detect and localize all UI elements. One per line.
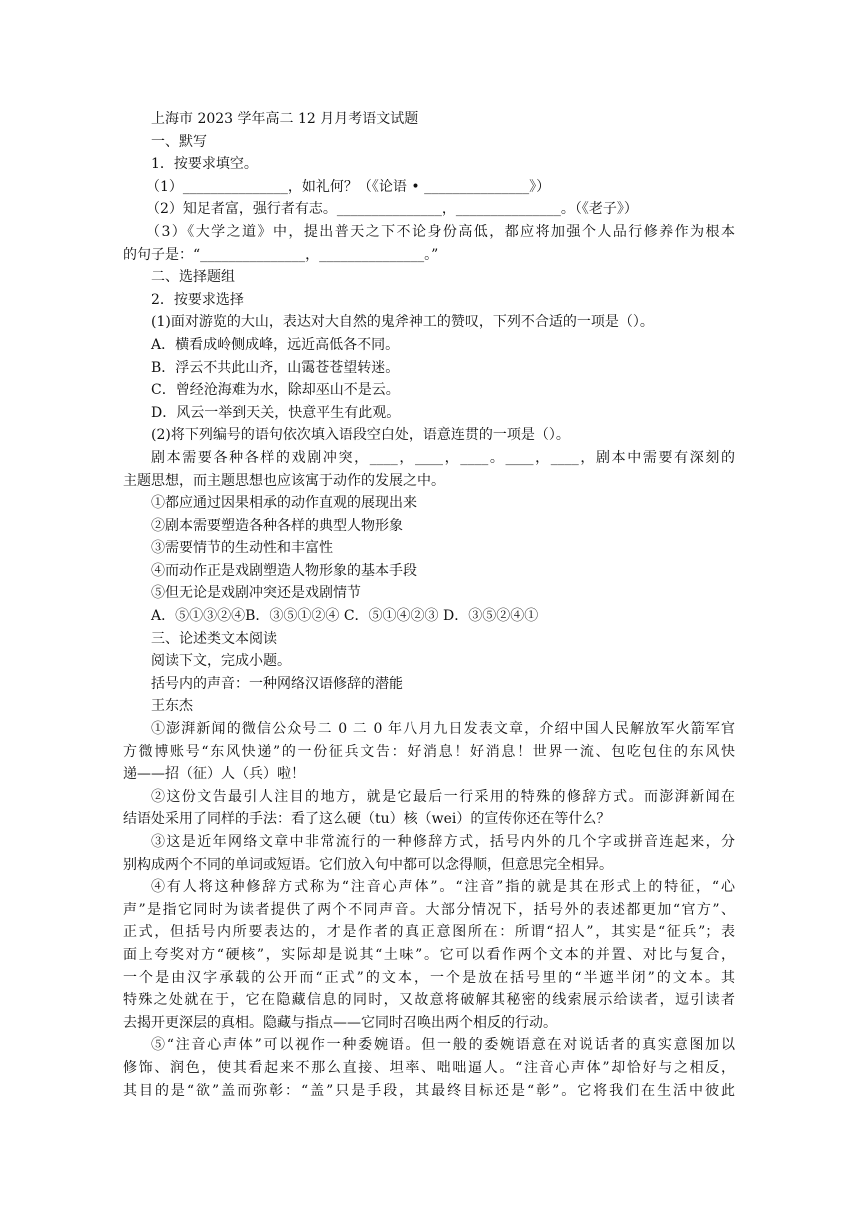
paragraph-line: 递——招（征）人（兵）啦！ [123,766,305,783]
sentence-3: ③需要情节的生动性和丰富性 [151,540,333,557]
paragraph-4 [123,876,735,1034]
paragraph-line: 其目的是“欲”盖而弥彰：“盖”只是手段，其最终目标还是“彰”。它将我们在生活中彼此 [123,1082,735,1099]
paragraph-line: ②这份文告最引人注目的地方，就是它最后一行采用的特殊的修辞方式。而澎湃新闻在 [151,788,735,805]
paragraph-1 [123,718,735,786]
paragraph-line: ③这是近年网络文章中非常流行的一种修辞方式，括号内外的几个字或拼音连起来，分 [151,834,735,850]
subquestion-2: (2)将下列编号的语句依次填入语段空白处，语意连贯的一项是（）。 [151,427,570,444]
fill-item-3-line-1: （3）《大学之道》中，提出普天之下不论身份高低，都应将加强个人品行修养作为根本 [146,223,735,240]
section-heading-2: 二、选择题组 [151,269,235,286]
section-heading-1: 一、默写 [151,133,207,150]
paragraph-line: 声”是指它同时为读者提供了两个不同声音。大部分情况下，括号外的表述都更加“官方”、 [123,901,735,918]
document-body [123,108,735,1102]
paragraph-line: ⑤“注音心声体”可以视作一种委婉语。但一般的委婉语意在对说话者的真实意图加以 [151,1037,735,1054]
option-a: A．横看成岭侧成峰，远近高低各不同。 [151,336,400,353]
paragraph-line: 一个是由汉字承载的公开而“正式”的文本，一个是放在括号里的“半遮半闭”的文本。其 [123,969,735,986]
fill-item-2: （2）知足者富，强行者有志。_______________，_______________。（《老子》） [146,201,638,218]
exam-title: 上海市 2023 学年高二 12 月月考语文试题 [151,111,419,127]
sentence-2: ②剧本需要塑造各种各样的典型人物形象 [151,517,403,534]
paragraph-line: 别构成两个不同的单词或短语。它们放入句中都可以念得顺，但意思完全相异。 [123,856,613,873]
article-author: 王东杰 [151,698,193,715]
paragraph-line: 修饰、润色，使其看起来不那么直接、坦率、咄咄逼人。“注音心声体”却恰好与之相反， [123,1059,735,1076]
fill-item-3-line-2: 的句子是：“_______________，_______________。” [123,246,439,263]
option-c: C．曾经沧海难为水，除却巫山不是云。 [151,382,400,399]
sentence-5: ⑤但无论是戏剧冲突还是戏剧情节 [151,585,361,602]
reading-instruction: 阅读下文，完成小题。 [151,653,291,670]
question-1-prompt: 1．按要求填空。 [151,156,258,173]
sentence-1: ①都应通过因果相承的动作直观的展现出来 [151,495,417,512]
paragraph-line: 面上夸奖对方“硬核”，实际却是说其“土味”。它可以看作两个文本的并置、对比与复合， [123,946,735,963]
paragraph-line: 方微博账号“东风快递”的一份征兵文告：好消息！好消息！世界一流、包吃包住的东风快 [123,743,735,760]
passage-line-1: 剧本需要各种各样的戏剧冲突，____，____，____。____，____，剧本中需要有深刻的 [151,449,735,466]
paragraph-2 [123,786,735,831]
fill-item-1: （1）_______________，如礼何？（《论语 • _______________》） [146,178,551,195]
option-d: D．风云一举到天关，快意平生有此观。 [151,404,401,421]
passage-line-2: 主题思想，而主题思想也应该寓于动作的发展之中。 [123,472,445,489]
paragraph-line: 特殊之处就在于，它在隐藏信息的同时，又故意将破解其秘密的线索展示给读者，逗引读者 [123,992,735,1009]
paragraph-line: 去揭开更深层的真相。隐藏与指点——它同时召唤出两个相反的行动。 [123,1014,557,1031]
subquestion-2-options: A．⑤①③②④B．③⑤①②④ C．⑤①④②③ D．③⑤②④① [151,608,539,625]
paragraph-3 [123,831,735,876]
paragraph-line: ①澎湃新闻的微信公众号二 0 二 0 年八月九日发表文章，介绍中国人民解放军火箭军官 [151,721,735,738]
paragraph-5 [123,1034,735,1102]
sentence-4: ④而动作正是戏剧塑造人物形象的基本手段 [151,562,417,579]
option-b: B．浮云不共此山齐，山霭苍苍望转迷。 [151,359,400,376]
subquestion-1: (1)面对游览的大山，表达对大自然的鬼斧神工的赞叹，下列不合适的一项是（）。 [151,314,654,331]
section-heading-3: 三、论述类文本阅读 [151,630,277,647]
article-title: 括号内的声音：一种网络汉语修辞的潜能 [151,675,403,692]
paragraph-line: 正式，但括号内所要表达的，才是作者的真正意图所在：所谓“招人”，其实是“征兵”；表 [123,924,735,941]
paragraph-line: ④有人将这种修辞方式称为“注音心声体”。“注音”指的就是其在形式上的特征，“心 [151,879,735,896]
paragraph-line: 结语处采用了同样的手法：看了这么硬（tu）核（wei）的宣传你还在等什么？ [123,811,611,828]
question-2-prompt: 2．按要求选择 [151,291,244,308]
